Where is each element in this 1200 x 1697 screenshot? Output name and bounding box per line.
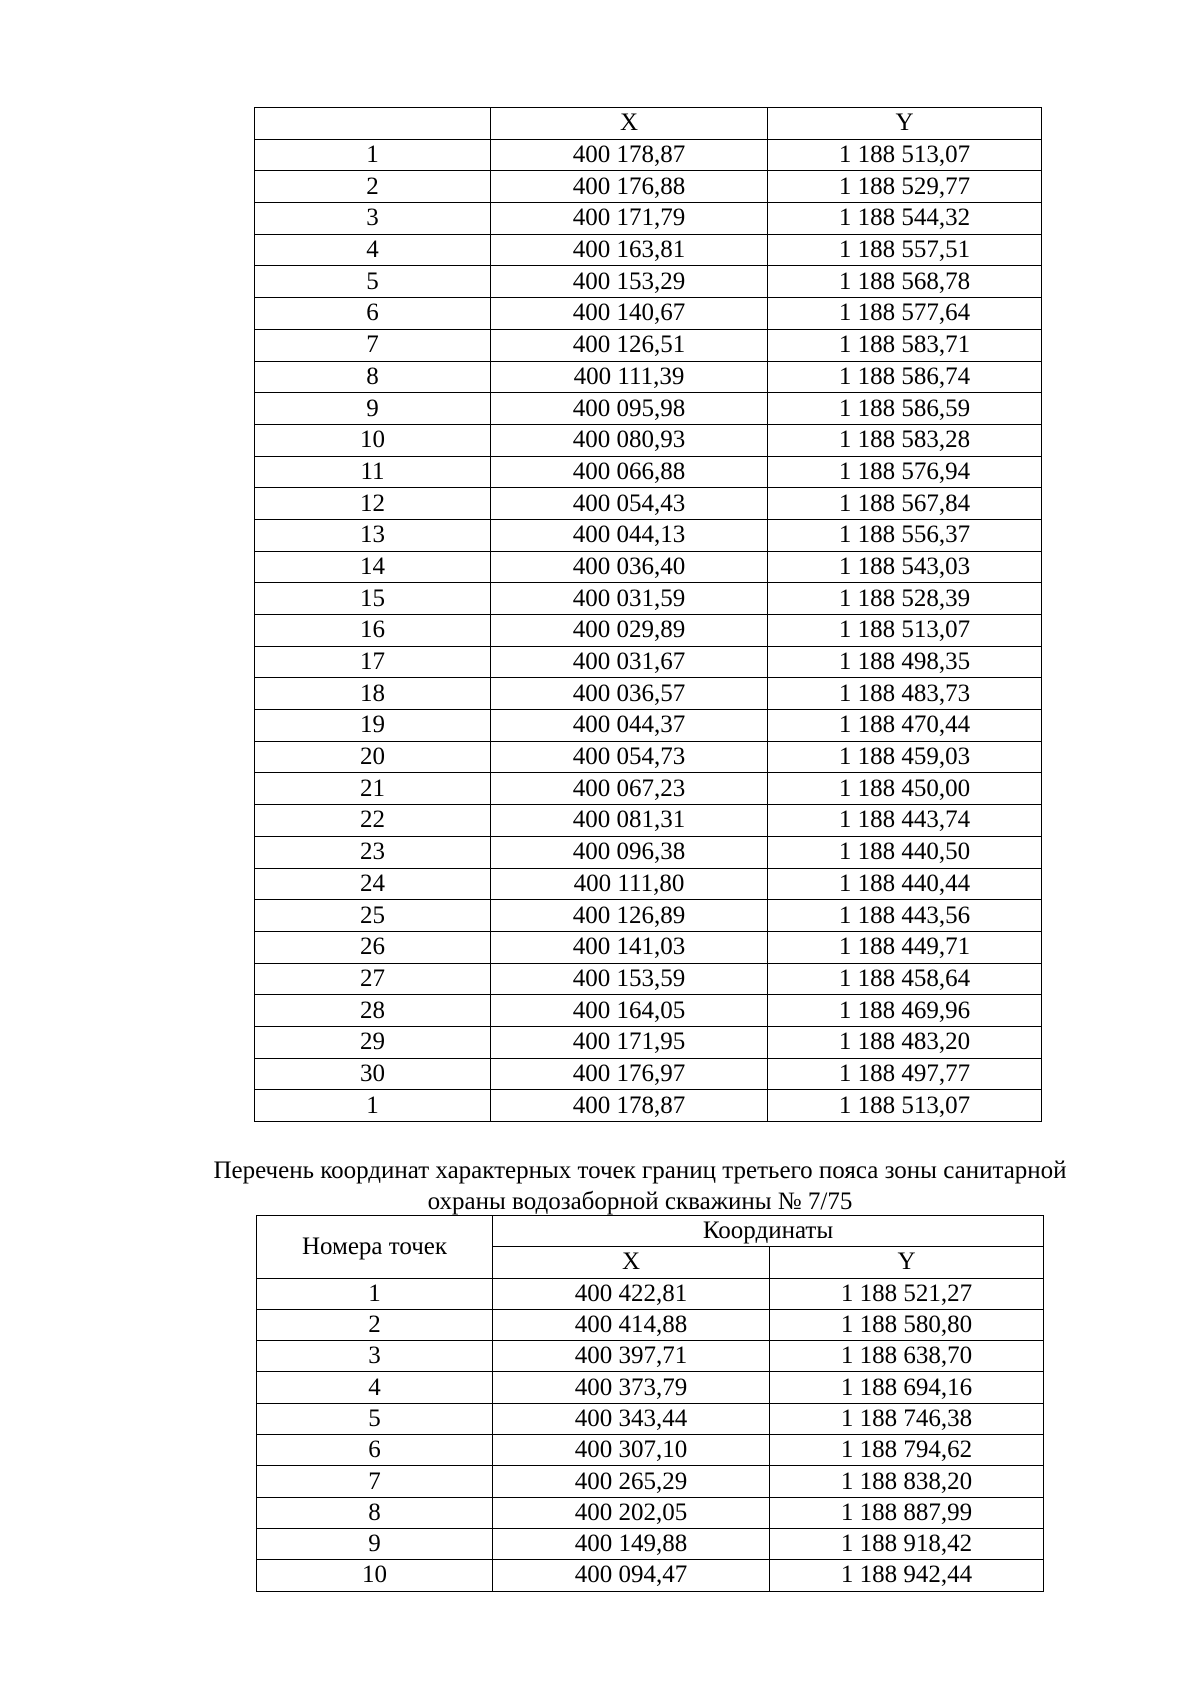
point-number-cell: 22 (255, 805, 491, 837)
table-row (257, 1372, 1044, 1403)
point-number-cell: 1 (255, 139, 491, 171)
y-coordinate-cell: 1 188 450,00 (768, 773, 1042, 805)
table-row (255, 139, 1042, 171)
y-coordinate-cell: 1 188 449,71 (768, 931, 1042, 963)
point-number-cell: 4 (257, 1372, 493, 1403)
x-coordinate-cell: 400 036,57 (491, 678, 768, 710)
table-row (257, 1466, 1044, 1497)
y-coordinate-cell: 1 188 529,77 (768, 171, 1042, 203)
point-number-cell: 5 (257, 1403, 493, 1434)
x-coordinate-cell: 400 176,88 (491, 171, 768, 203)
header-y: Y (770, 1247, 1044, 1278)
header-coordinates: Координаты (493, 1216, 1044, 1247)
point-number-cell: 11 (255, 456, 491, 488)
x-coordinate-cell: 400 111,39 (491, 361, 768, 393)
x-coordinate-cell: 400 111,80 (491, 868, 768, 900)
x-coordinate-cell: 400 153,59 (491, 963, 768, 995)
point-number-cell: 4 (255, 234, 491, 266)
y-coordinate-cell: 1 188 443,56 (768, 900, 1042, 932)
table-row (257, 1528, 1044, 1559)
table-row (257, 1403, 1044, 1434)
table-row (255, 298, 1042, 330)
x-coordinate-cell: 400 126,89 (491, 900, 768, 932)
y-coordinate-cell: 1 188 497,77 (768, 1058, 1042, 1090)
y-coordinate-cell: 1 188 440,44 (768, 868, 1042, 900)
table-row (255, 329, 1042, 361)
x-coordinate-cell: 400 095,98 (491, 393, 768, 425)
y-coordinate-cell: 1 188 513,07 (768, 1090, 1042, 1122)
table-row (255, 266, 1042, 298)
y-coordinate-cell: 1 188 521,27 (770, 1278, 1044, 1309)
table-row (255, 1090, 1042, 1122)
y-coordinate-cell: 1 188 513,07 (768, 615, 1042, 647)
table-row (257, 1278, 1044, 1309)
table-row (255, 678, 1042, 710)
x-coordinate-cell: 400 178,87 (491, 1090, 768, 1122)
y-coordinate-cell: 1 188 443,74 (768, 805, 1042, 837)
y-coordinate-cell: 1 188 583,28 (768, 424, 1042, 456)
table-row (255, 615, 1042, 647)
y-coordinate-cell: 1 188 580,80 (770, 1309, 1044, 1340)
table-row (257, 1341, 1044, 1372)
point-number-cell: 10 (255, 424, 491, 456)
x-coordinate-cell: 400 044,13 (491, 519, 768, 551)
y-coordinate-cell: 1 188 918,42 (770, 1528, 1044, 1559)
coordinates-table-third-belt (256, 1215, 1044, 1592)
point-number-cell: 18 (255, 678, 491, 710)
point-number-cell: 21 (255, 773, 491, 805)
table-row (255, 963, 1042, 995)
x-coordinate-cell: 400 066,88 (491, 456, 768, 488)
header-point-numbers: Номера точек (257, 1216, 493, 1279)
x-coordinate-cell: 400 096,38 (491, 836, 768, 868)
y-coordinate-cell: 1 188 694,16 (770, 1372, 1044, 1403)
point-number-cell: 2 (257, 1309, 493, 1340)
y-coordinate-cell: 1 188 586,59 (768, 393, 1042, 425)
point-number-cell: 19 (255, 710, 491, 742)
header-y: Y (768, 108, 1042, 140)
table-row (255, 583, 1042, 615)
x-coordinate-cell: 400 422,81 (493, 1278, 770, 1309)
point-number-cell: 15 (255, 583, 491, 615)
table-row (255, 519, 1042, 551)
point-number-cell: 9 (257, 1528, 493, 1559)
x-coordinate-cell: 400 054,43 (491, 488, 768, 520)
point-number-cell: 29 (255, 1026, 491, 1058)
y-coordinate-cell: 1 188 556,37 (768, 519, 1042, 551)
y-coordinate-cell: 1 188 458,64 (768, 963, 1042, 995)
y-coordinate-cell: 1 188 483,20 (768, 1026, 1042, 1058)
table-row (255, 551, 1042, 583)
x-coordinate-cell: 400 164,05 (491, 995, 768, 1027)
x-coordinate-cell: 400 080,93 (491, 424, 768, 456)
x-coordinate-cell: 400 094,47 (493, 1560, 770, 1591)
point-number-cell: 23 (255, 836, 491, 868)
y-coordinate-cell: 1 188 638,70 (770, 1341, 1044, 1372)
x-coordinate-cell: 400 397,71 (493, 1341, 770, 1372)
table-caption (160, 1155, 1120, 1217)
table-body (257, 1278, 1044, 1591)
table-row (255, 488, 1042, 520)
point-number-cell: 14 (255, 551, 491, 583)
header-x: X (493, 1247, 770, 1278)
x-coordinate-cell: 400 140,67 (491, 298, 768, 330)
point-number-cell: 7 (257, 1466, 493, 1497)
y-coordinate-cell: 1 188 544,32 (768, 203, 1042, 235)
x-coordinate-cell: 400 036,40 (491, 551, 768, 583)
x-coordinate-cell: 400 067,23 (491, 773, 768, 805)
x-coordinate-cell: 400 149,88 (493, 1528, 770, 1559)
point-number-cell: 1 (255, 1090, 491, 1122)
table-row (255, 805, 1042, 837)
y-coordinate-cell: 1 188 568,78 (768, 266, 1042, 298)
x-coordinate-cell: 400 343,44 (493, 1403, 770, 1434)
y-coordinate-cell: 1 188 557,51 (768, 234, 1042, 266)
table-row (255, 931, 1042, 963)
table-row (255, 1026, 1042, 1058)
x-coordinate-cell: 400 163,81 (491, 234, 768, 266)
table-row (255, 836, 1042, 868)
table-row (255, 171, 1042, 203)
table-body (255, 139, 1042, 1121)
table-row (255, 773, 1042, 805)
point-number-cell: 3 (257, 1341, 493, 1372)
y-coordinate-cell: 1 188 586,74 (768, 361, 1042, 393)
x-coordinate-cell: 400 171,79 (491, 203, 768, 235)
y-coordinate-cell: 1 188 794,62 (770, 1435, 1044, 1466)
table-row (255, 456, 1042, 488)
caption-line-1: Перечень координат характерных точек границ третьего пояса зоны санитарной (213, 1157, 1067, 1184)
x-coordinate-cell: 400 307,10 (493, 1435, 770, 1466)
table-row (257, 1435, 1044, 1466)
table-row (255, 741, 1042, 773)
x-coordinate-cell: 400 044,37 (491, 710, 768, 742)
y-coordinate-cell: 1 188 483,73 (768, 678, 1042, 710)
y-coordinate-cell: 1 188 528,39 (768, 583, 1042, 615)
table-row (255, 361, 1042, 393)
y-coordinate-cell: 1 188 887,99 (770, 1497, 1044, 1528)
y-coordinate-cell: 1 188 838,20 (770, 1466, 1044, 1497)
y-coordinate-cell: 1 188 440,50 (768, 836, 1042, 868)
table-row (255, 424, 1042, 456)
y-coordinate-cell: 1 188 459,03 (768, 741, 1042, 773)
x-coordinate-cell: 400 202,05 (493, 1497, 770, 1528)
point-number-cell: 26 (255, 931, 491, 963)
table-row (257, 1497, 1044, 1528)
point-number-cell: 6 (257, 1435, 493, 1466)
table-header-row (255, 108, 1042, 140)
x-coordinate-cell: 400 031,59 (491, 583, 768, 615)
x-coordinate-cell: 400 054,73 (491, 741, 768, 773)
point-number-cell: 6 (255, 298, 491, 330)
table-row (255, 868, 1042, 900)
x-coordinate-cell: 400 141,03 (491, 931, 768, 963)
table-row (255, 1058, 1042, 1090)
x-coordinate-cell: 400 153,29 (491, 266, 768, 298)
x-coordinate-cell: 400 029,89 (491, 615, 768, 647)
x-coordinate-cell: 400 031,67 (491, 646, 768, 678)
table-row (255, 234, 1042, 266)
x-coordinate-cell: 400 265,29 (493, 1466, 770, 1497)
x-coordinate-cell: 400 178,87 (491, 139, 768, 171)
x-coordinate-cell: 400 176,97 (491, 1058, 768, 1090)
x-coordinate-cell: 400 171,95 (491, 1026, 768, 1058)
x-coordinate-cell: 400 126,51 (491, 329, 768, 361)
point-number-cell: 10 (257, 1560, 493, 1591)
table-row (255, 710, 1042, 742)
point-number-cell: 27 (255, 963, 491, 995)
point-number-cell: 13 (255, 519, 491, 551)
y-coordinate-cell: 1 188 513,07 (768, 139, 1042, 171)
x-coordinate-cell: 400 081,31 (491, 805, 768, 837)
header-x: X (491, 108, 768, 140)
x-coordinate-cell: 400 414,88 (493, 1309, 770, 1340)
table-row (255, 995, 1042, 1027)
point-number-cell: 3 (255, 203, 491, 235)
y-coordinate-cell: 1 188 567,84 (768, 488, 1042, 520)
y-coordinate-cell: 1 188 469,96 (768, 995, 1042, 1027)
point-number-cell: 8 (255, 361, 491, 393)
point-number-cell: 20 (255, 741, 491, 773)
table-row (257, 1560, 1044, 1591)
caption-line-2: охраны водозаборной скважины № 7/75 (427, 1188, 853, 1215)
point-number-cell: 30 (255, 1058, 491, 1090)
point-number-cell: 12 (255, 488, 491, 520)
point-number-cell: 8 (257, 1497, 493, 1528)
header-point-number (255, 108, 491, 140)
point-number-cell: 24 (255, 868, 491, 900)
y-coordinate-cell: 1 188 746,38 (770, 1403, 1044, 1434)
table-row (255, 646, 1042, 678)
point-number-cell: 1 (257, 1278, 493, 1309)
y-coordinate-cell: 1 188 543,03 (768, 551, 1042, 583)
table-row (255, 393, 1042, 425)
point-number-cell: 16 (255, 615, 491, 647)
point-number-cell: 5 (255, 266, 491, 298)
y-coordinate-cell: 1 188 583,71 (768, 329, 1042, 361)
coordinates-table-continued (254, 107, 1042, 1122)
table-row (257, 1309, 1044, 1340)
y-coordinate-cell: 1 188 577,64 (768, 298, 1042, 330)
y-coordinate-cell: 1 188 470,44 (768, 710, 1042, 742)
point-number-cell: 25 (255, 900, 491, 932)
y-coordinate-cell: 1 188 498,35 (768, 646, 1042, 678)
x-coordinate-cell: 400 373,79 (493, 1372, 770, 1403)
table-header-row (257, 1216, 1044, 1247)
point-number-cell: 2 (255, 171, 491, 203)
y-coordinate-cell: 1 188 942,44 (770, 1560, 1044, 1591)
table-row (255, 900, 1042, 932)
table-row (255, 203, 1042, 235)
point-number-cell: 17 (255, 646, 491, 678)
point-number-cell: 28 (255, 995, 491, 1027)
point-number-cell: 9 (255, 393, 491, 425)
point-number-cell: 7 (255, 329, 491, 361)
y-coordinate-cell: 1 188 576,94 (768, 456, 1042, 488)
